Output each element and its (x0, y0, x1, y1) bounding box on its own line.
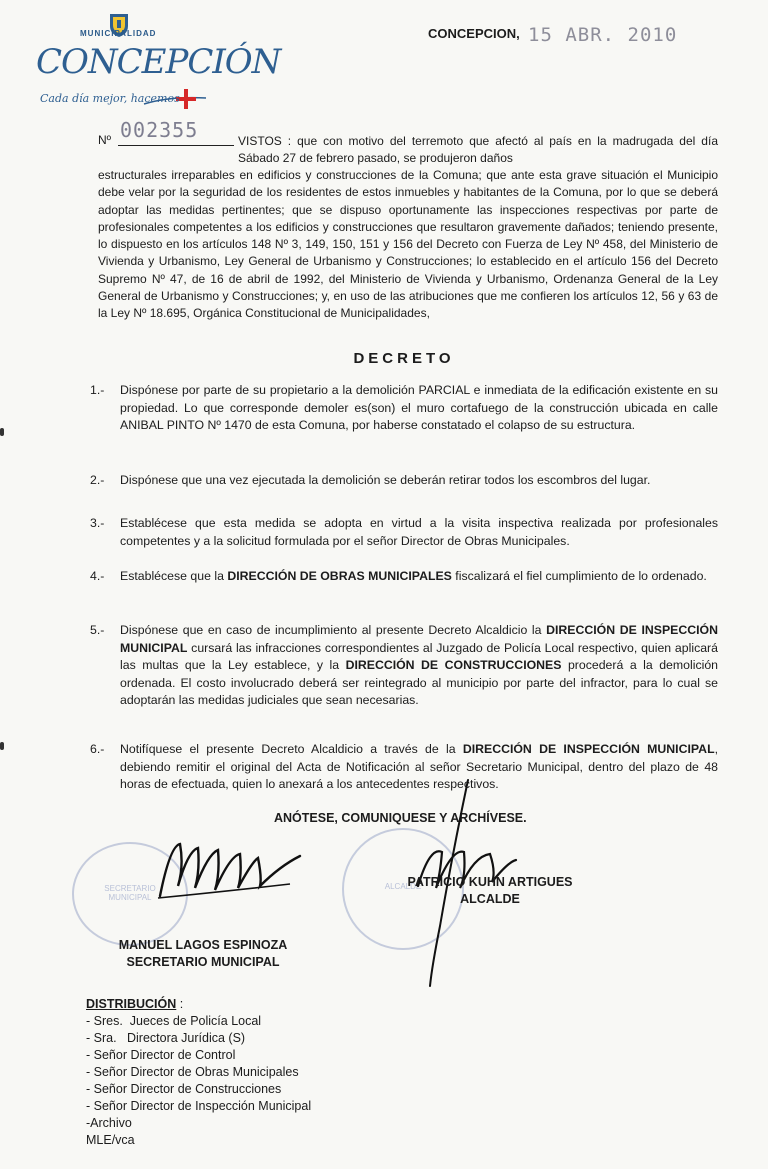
secretary-signature (140, 826, 320, 906)
mayor-signature-block (396, 874, 584, 908)
decree-item-text-part: Dispónese que en caso de incumplimiento al presente Decreto Alcaldicio la (120, 623, 547, 637)
place-label: CONCEPCION, (428, 26, 520, 41)
distribution-line: -Archivo (86, 1116, 132, 1130)
date-stamp: 15 ABR. 2010 (528, 24, 678, 46)
decree-item (90, 515, 718, 550)
distribution-line: - Sres. Jueces de Policía Local (86, 1014, 262, 1028)
decree-item-number: 2.- (90, 473, 105, 487)
mayor-name: PATRICIO KUHN ARTIGUES (407, 875, 573, 889)
punch-hole-mark (0, 742, 4, 750)
decree-item-text (120, 472, 718, 490)
decree-item-text-part: fiscalizará el fiel cumplimiento de lo ordenado. (451, 569, 707, 583)
distribution-line: - Señor Director de Inspección Municipal (86, 1099, 312, 1113)
distribution-line: MLE/vca (86, 1133, 135, 1147)
decree-item-number: 1.- (90, 383, 105, 397)
decree-item-number: 4.- (90, 569, 105, 583)
distribution-heading-colon: : (179, 997, 184, 1011)
emphasized-office-name: DIRECCIÓN DE INSPECCIÓN MUNICIPAL (120, 623, 718, 655)
decree-item-text-part: Dispónese por parte de su propietario a la demolición PARCIAL e inmediata de la edificación existente en su propiedad. Lo que corresponde demoler es(son) el muro cortafuego de la construcción ubicada en calle ANIBAL PINTO Nº 1470 de esta Comuna, por haberse constatado el colapso de su estructura. (120, 383, 718, 433)
secretary-signature-block (100, 937, 306, 971)
decree-item-text-part: Establécese que la (120, 569, 228, 583)
decree-item-text (120, 515, 718, 550)
mayor-title: ALCALDE (460, 892, 520, 906)
distribution-heading: DISTRIBUCIÓN (86, 997, 177, 1011)
punch-hole-mark (0, 428, 4, 436)
secretary-name: MANUEL LAGOS ESPINOZA (118, 938, 288, 952)
decree-item-text-part: Establécese que esta medida se adopta en virtud a la visita inspectiva realizada por profesionales competentes y a la solicitud formulada por el señor Director de Obras Municipales. (120, 516, 718, 548)
distribution-lines (86, 1013, 311, 1149)
distribution-line: - Sra. Directora Jurídica (S) (86, 1031, 246, 1045)
vistos-body-text: estructurales irreparables en edificios y construcciones de la Comuna; que ante esta grave situación el Municipio debe velar por la seguridad de los residentes de estos inmuebles y habitantes de la Comuna, por lo que se deberá adoptar las medidas pertinentes; que se dispuso oportunamente las inspecciones respectivas por parte de profesionales competentes a los edificios y construcciones que resultaron gravemente dañados; teniendo presente, lo dispuesto en los artículos 148 Nº 3, 149, 150, 151 y 156 del Decreto con Fuerza de Ley Nº 458, del Ministerio de Vivienda y Urbanismo, Ley General de Urbanismo y Construcciones; lo establecido en el artículo 156 del Decreto Supremo Nº 47, de 16 de abril de 1992, del Ministerio de Vivienda y Urbanismo, Ordenanza General de la Ley General de Urbanismo y Construcciones; y, en uso de las atribuciones que me confieren los artículos 12, 56 y 63 de la Ley Nº 18.695, Orgánica Constitucional de Municipalidades, (98, 168, 718, 321)
decree-item-text-part: Dispónese que una vez ejecutada la demolición se deberán retirar todos los escombros del lugar. (120, 473, 651, 487)
closing-statement: ANÓTESE, COMUNIQUESE Y ARCHÍVESE. (274, 811, 527, 825)
decree-item-number: 5.- (90, 623, 105, 637)
logo-slogan: Cada día mejor, hacemos (40, 92, 180, 105)
emphasized-office-name: DIRECCIÓN DE INSPECCIÓN MUNICIPAL (462, 742, 715, 756)
decree-item-text (120, 382, 718, 435)
mayor-seal-text: ALCALDE (384, 882, 422, 891)
decree-item (90, 622, 718, 710)
decree-number-label: Nº (98, 133, 112, 147)
secretary-title: SECRETARIO MUNICIPAL (126, 955, 280, 969)
logo-main-text: CONCEPCIÓN (36, 42, 281, 82)
secretary-seal-text: SECRETARIO MUNICIPAL (104, 884, 156, 902)
decree-item-text-part: procederá a la demolición ordenada. El costo involucrado deberá ser reintegrado al municipio por parte del infractor, para lo cual se adoptarán las medidas judiciales que sean necesarias. (120, 658, 718, 708)
logo-small-text: MUNICIPALIDAD (80, 29, 157, 38)
decree-item-text-part: Notifíquese el presente Decreto Alcaldicio a través de la (120, 742, 463, 756)
emphasized-office-name: DIRECCIÓN DE CONSTRUCCIONES (345, 658, 562, 673)
decree-item (90, 382, 718, 435)
decree-item-text (120, 622, 718, 710)
distribution-list (86, 996, 311, 1149)
decree-item (90, 472, 718, 490)
decree-item-number: 3.- (90, 516, 105, 530)
decree-number: 002355 (120, 118, 199, 142)
emphasized-office-name: DIRECCIÓN DE OBRAS MUNICIPALES (227, 569, 452, 583)
distribution-line: - Señor Director de Construcciones (86, 1082, 282, 1096)
decreto-title: DECRETO (353, 350, 455, 367)
decree-item-text-part: cursará las infracciones correspondientes al Juzgado de Policía Local respectivo, quien aplicará las multas que la Ley establece, y la (120, 640, 718, 673)
decree-item-text-part: , debiendo remitir el original del Acta de Notificación al señor Secretario Municipal, dentro del plazo de 48 horas de efectuada, quien lo anexará a los antecedentes respectivos. (120, 742, 718, 792)
distribution-line: - Señor Director de Control (86, 1048, 236, 1062)
vistos-heading-text: VISTOS : que con motivo del terremoto que afectó al país en la madrugada del día Sábado 27 de febrero pasado, se produjeron daños (238, 134, 718, 165)
distribution-line: - Señor Director de Obras Municipales (86, 1065, 299, 1079)
number-underline (118, 145, 234, 146)
decree-item (90, 568, 718, 586)
decree-item-number: 6.- (90, 742, 105, 756)
decree-item-text (120, 568, 718, 586)
